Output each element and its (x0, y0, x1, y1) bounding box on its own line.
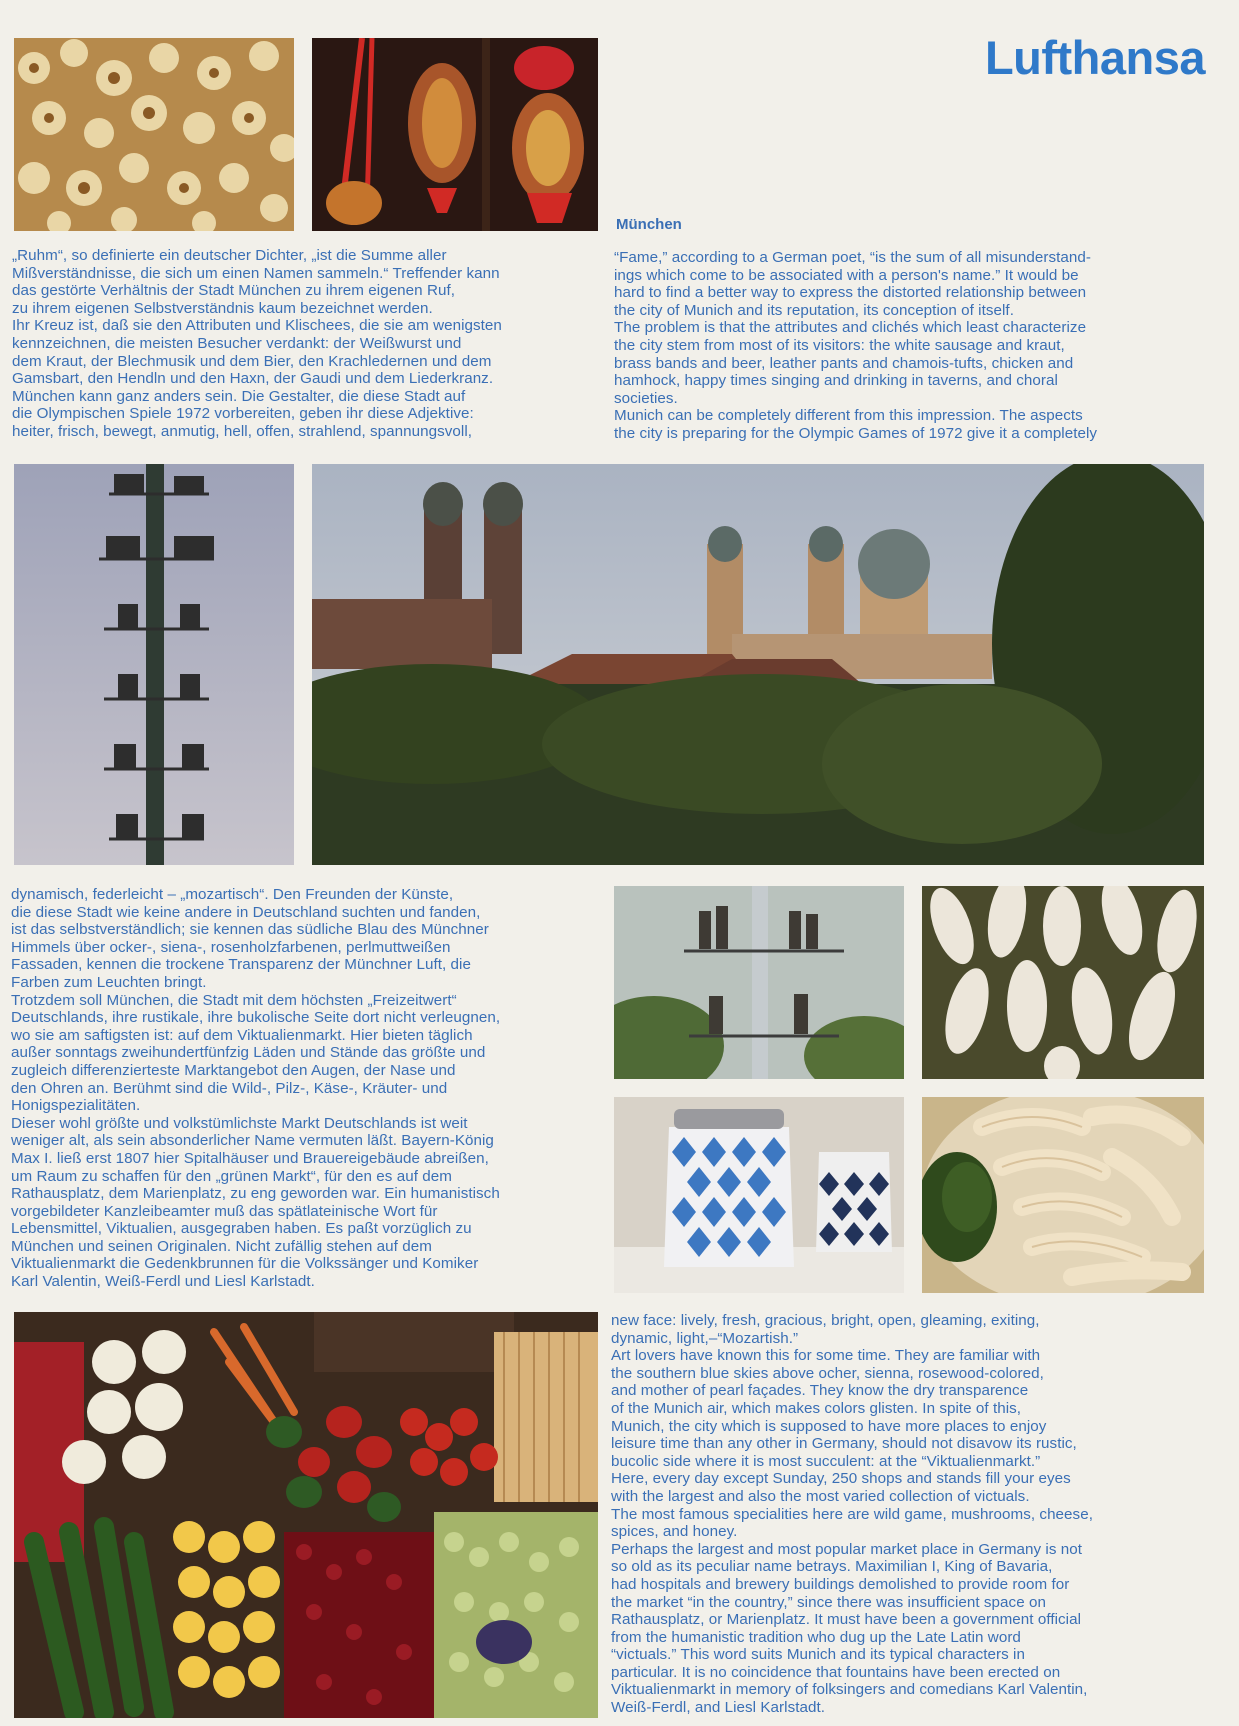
photo-market-produce (14, 1312, 598, 1718)
section-heading: München (616, 216, 682, 233)
photo-white-sausages (922, 1097, 1204, 1293)
english-text-intro: “Fame,” according to a German poet, “is the sum of all misunderstand- ings which come to be associated with a person's name.” It would be hard to find a better way to express the distorted relationship between the city of Munich and its reputation, its conception of itself. The problem is that the attributes and clichés which least characterize the city stem from most of its visitors: the white sausage and kraut, brass bands and beer, leather pants and chamois-tufts, chicken and hamhock, happy times singing and drinking in taverns, and choral societies. Munich can be completely different from this impression. The aspects the city is preparing for the Olympic Games of 1972 give it a completely (614, 249, 1098, 442)
photo-maypole (14, 464, 294, 865)
photo-flower-wreaths (312, 38, 598, 231)
german-text-market: dynamisch, federleicht – „mozartisch“. Den Freunden der Künste, die diese Stadt wie keine andere in Deutschland suchten und fanden, ist das selbstverständlich; sie kennen das südliche Blau des Münchner Himmels über ocker-, siena-, rosenholzfarbenen, perlmuttweißen Fassaden, kennen die trockene Transparenz der Münchner Luft, die Farben zum Leuchten bringt. Trotzdem soll München, die Stadt mit dem höchsten „Freizeitwert“ Deutschlands, ihre rustikale, ihre bukolische Seite dort nicht verleugnen, wo sie am saftigsten ist: auf dem Viktualienmarkt. Hier bieten täglich außer sonntags zweihundertfünfzig Läden und Stände das größte und zugleich differenzierteste Marktangebot den Augen, der Nase und den Ohren an. Berühmt sind die Wild-, Pilz-, Käse-, Kräuter- und Honigspezialitäten. Dieser wohl größte und volkstümlichste Markt Deutschlands ist weit weniger alt, als sein absonderlicher Name vermuten läßt. Bayern-König Max I. ließ erst 1807 hier Spitalhäuser und Brauereigebäude abreißen, um Raum zu schaffen für den „grünen Markt“, für den es auf dem Rathausplatz, dem Marienplatz, zu eng geworden war. Ein humanistisch vorgebildeter Kanzleibeamter muß das spätlateinische Wort für Lebensmittel, Viktualien, ausgegraben haben. Es paßt vorzüglich zu München und seinen Originalen. Nicht zufällig stehen auf dem Viktualienmarkt die Gedenkbrunnen für die Volkssänger und Komiker Karl Valentin, Weiß-Ferdl und Liesl Karlstadt. (11, 886, 501, 1291)
photo-dried-flowers (14, 38, 294, 231)
english-text-market: new face: lively, fresh, gracious, bright, open, gleaming, exiting, dynamic, light,–“Mozartish.” Art lovers have known this for some time. They are familiar with the southern blue skies above ocher, sienna, rosewood-colored, and mother of pearl façades. They know the dry transparence of the Munich air, which makes colors glisten. In spite of this, Munich, the city which is supposed to have more places to enjoy leisure time than any other in Germany, should not disavow its rustic, bucolic side where it is most succulent: at the “Viktualienmarkt.” Here, every day except Sunday, 250 shops and stands fill your eyes with the largest and also the most varied collection of victuals. The most famous specialities here are wild game, mushrooms, cheese, spices, and honey. Perhaps the largest and most popular market place in Germany is not so old as its peculiar name betrays. Maximilian I, King of Bavaria, had hospitals and brewery buildings demolished to provide room for the market “in the country,” since there was insufficient space on Rathausplatz, or Marienplatz. It must have been a government official from the humanistic tradition who dug up the Late Latin word “victuals.” This word suits Munich and its typical characters in particular. It is no coincidence that fountains have been erected on Viktualienmarkt in memory of folksingers and comedians Karl Valentin, Weiß-Ferdl, and Liesl Karlstadt. (611, 1312, 1093, 1717)
photo-maypole-figures (614, 886, 904, 1079)
photo-munich-skyline (312, 464, 1204, 865)
lufthansa-logo: Lufthansa (984, 31, 1205, 84)
photo-white-radishes (922, 886, 1204, 1079)
photo-beer-steins (614, 1097, 904, 1293)
german-text-intro: „Ruhm“, so definierte ein deutscher Dichter, „ist die Summe aller Mißverständnisse, die sich um einen Namen sammeln.“ Treffender kann das gestörte Verhältnis der Stadt München zu ihrem eigenen Ruf, zu ihrem eigenen Selbstverständnis kaum bezeichnet werden. Ihr Kreuz ist, daß sie den Attributen und Klischees, die sie am wenigsten kennzeichnen, die meisten Besucher verdankt: der Weißwurst und dem Kraut, der Blechmusik und dem Bier, den Krachledernen und dem Gamsbart, den Hendln und den Haxn, der Gaudi und dem Liederkranz. München kann ganz anders sein. Die Gestalter, die diese Stadt auf die Olympischen Spiele 1972 vorbereiten, geben ihr diese Adjektive: heiter, frisch, bewegt, anmutig, hell, offen, strahlend, spannungsvoll, (12, 247, 502, 440)
